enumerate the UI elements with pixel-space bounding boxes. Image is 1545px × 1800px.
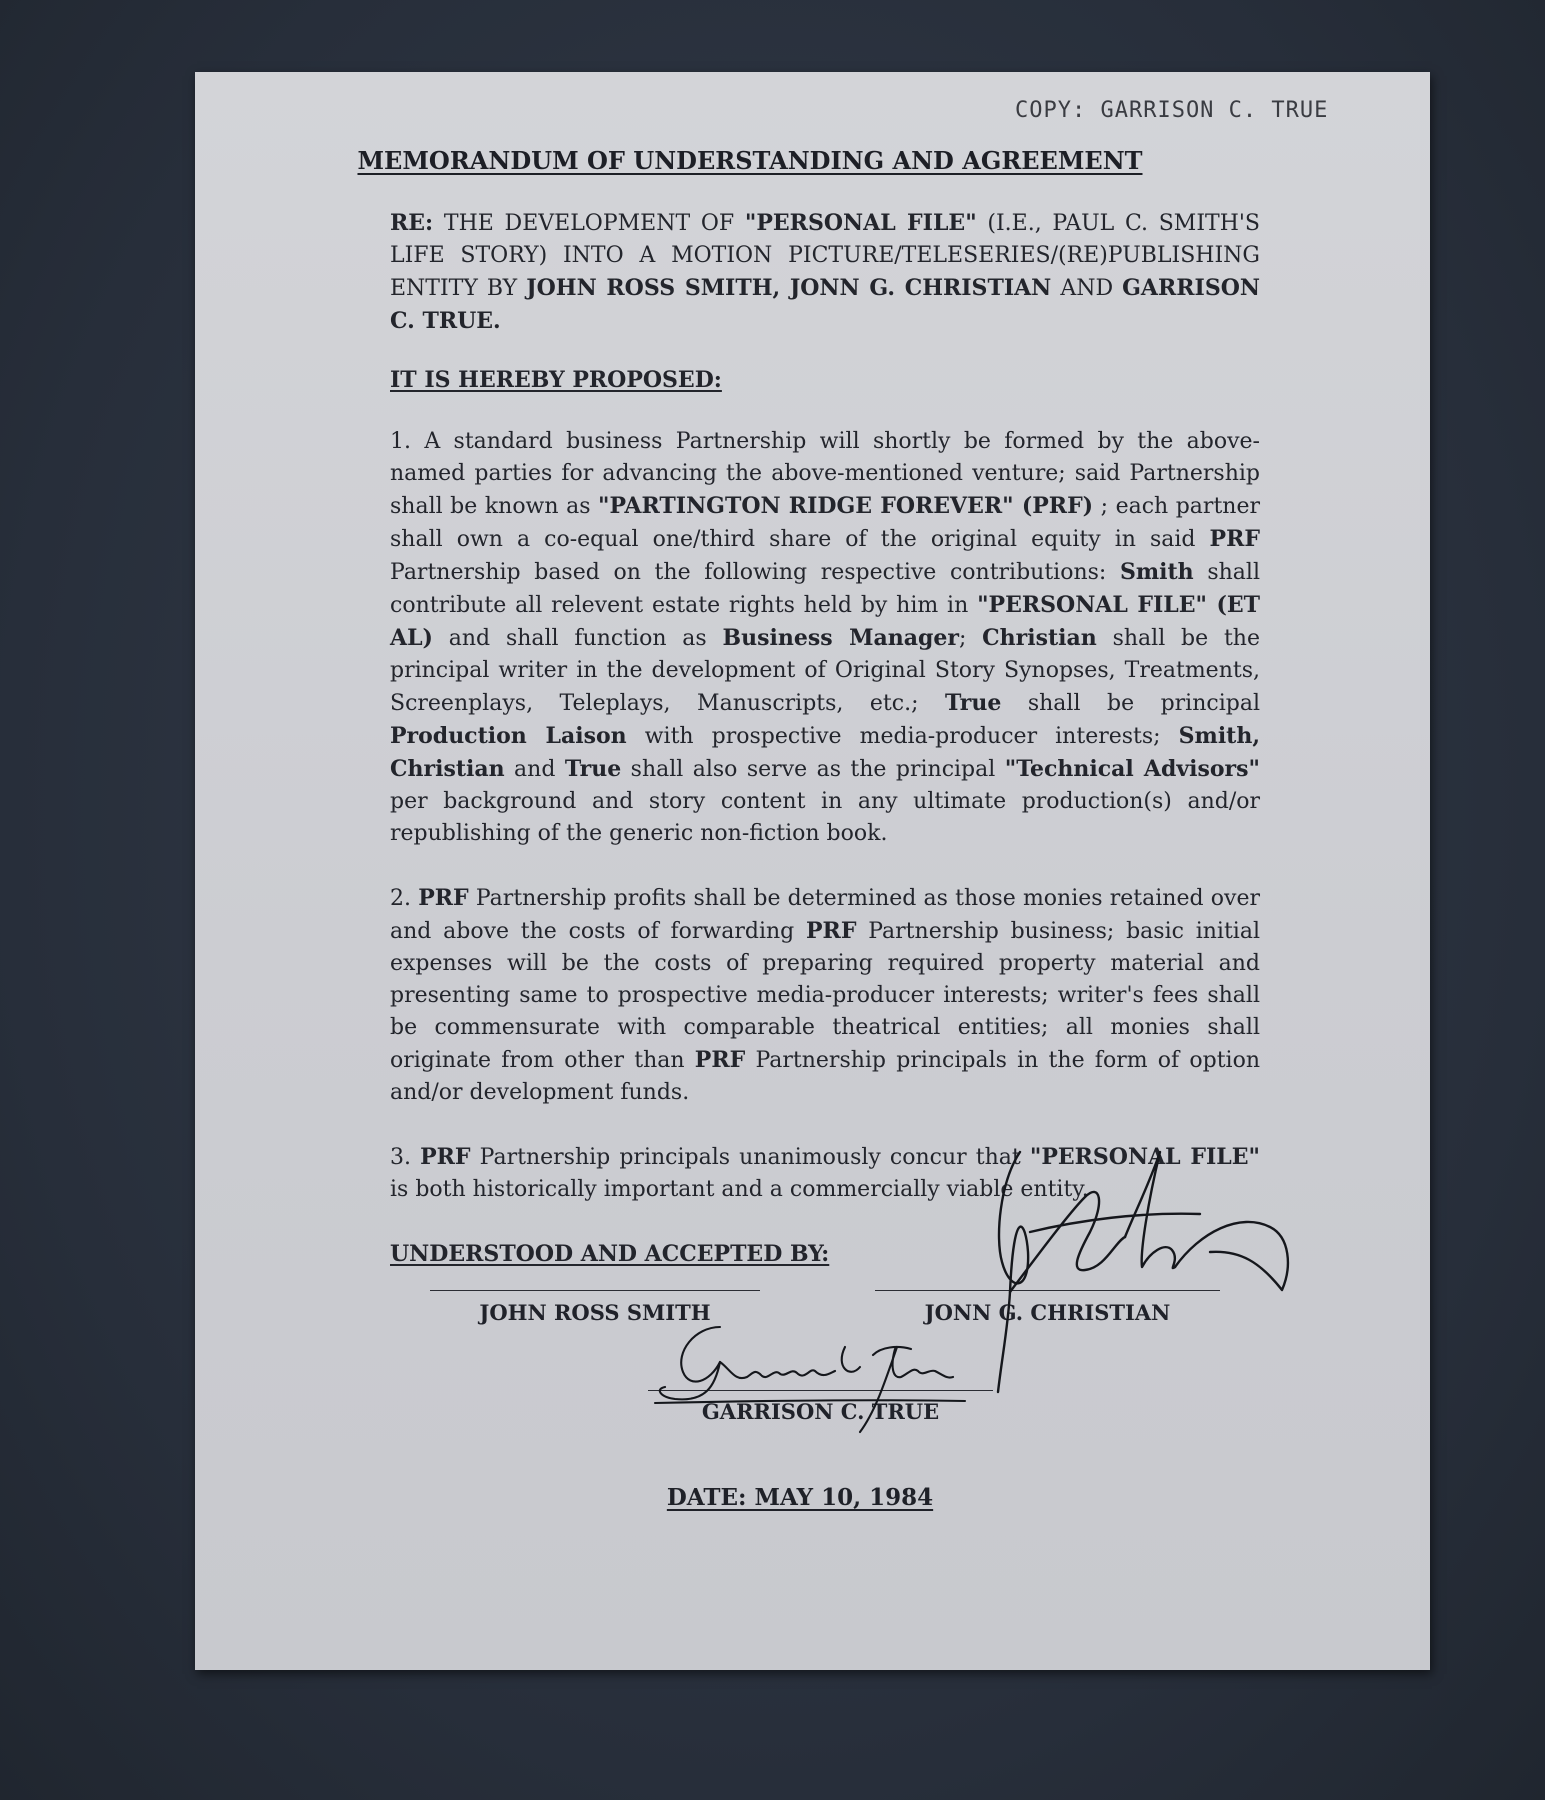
document-body — [390, 207, 1260, 1270]
signatory-name-christian: JONN G. CHRISTIAN — [924, 1300, 1171, 1325]
document-title: MEMORANDUM OF UNDERSTANDING AND AGREEMENT — [357, 146, 1143, 175]
copy-note: COPY: GARRISON C. TRUE — [1015, 98, 1329, 123]
document-date: DATE: MAY 10, 1984 — [666, 1484, 934, 1511]
signature-line-smith — [430, 1290, 760, 1291]
signature-true — [635, 1307, 975, 1437]
signatory-name-true: GARRISON C. TRUE — [701, 1399, 940, 1424]
accepted-heading: UNDERSTOOD AND ACCEPTED BY: — [390, 1241, 830, 1267]
document-page — [195, 72, 1430, 1670]
clause-1: 1. A standard business Partnership will shortly be formed by the above-named parties for advancing the above-mentioned venture; said Partnership shall be known as "PARTINGTON RIDGE FOREVER" (PRF) ; each partner shall own a co-equal one/third share of the original equity in said PRF Partnership based on the following respective contributions: Smith shall contribute all relevent estate rights held by him in "PERSONAL FILE" (ET AL) and shall function as Business Manager; Christian shall be the principal writer in the development of Original Story Synopses, Treatments, Screenplays, Teleplays, Manuscripts, etc.; True shall be principal Production Laison with prospective media-producer interests; Smith, Christian and True shall also serve as the principal "Technical Advisors" per background and story content in any ultimate production(s) and/or republishing of the generic non-fiction book. — [390, 429, 1260, 846]
signatory-name-smith: JOHN ROSS SMITH — [479, 1300, 711, 1325]
re-paragraph: RE: THE DEVELOPMENT OF "PERSONAL FILE" (I.E., PAUL C. SMITH'S LIFE STORY) INTO A MOTION PICTURE/TELESERIES/(RE)PUBLISHING ENTITY BY JOHN ROSS SMITH, JONN G. CHRISTIAN AND GARRISON C. TRUE. — [390, 210, 1261, 334]
proposed-heading: IT IS HEREBY PROPOSED: — [390, 367, 722, 393]
clause-3: 3. PRF Partnership principals unanimously concur that "PERSONAL FILE" is both historically important and a commercially viable entity. — [390, 1144, 1260, 1202]
clause-2: 2. PRF Partnership profits shall be determined as those monies retained over and above the costs of forwarding PRF Partnership business; basic initial expenses will be the costs of preparing required property material and presenting same to prospective media-producer interests; writer's fees shall be commensurate with comparable theatrical entities; all monies shall originate from other than PRF Partnership principals in the form of option and/or development funds. — [390, 885, 1261, 1105]
